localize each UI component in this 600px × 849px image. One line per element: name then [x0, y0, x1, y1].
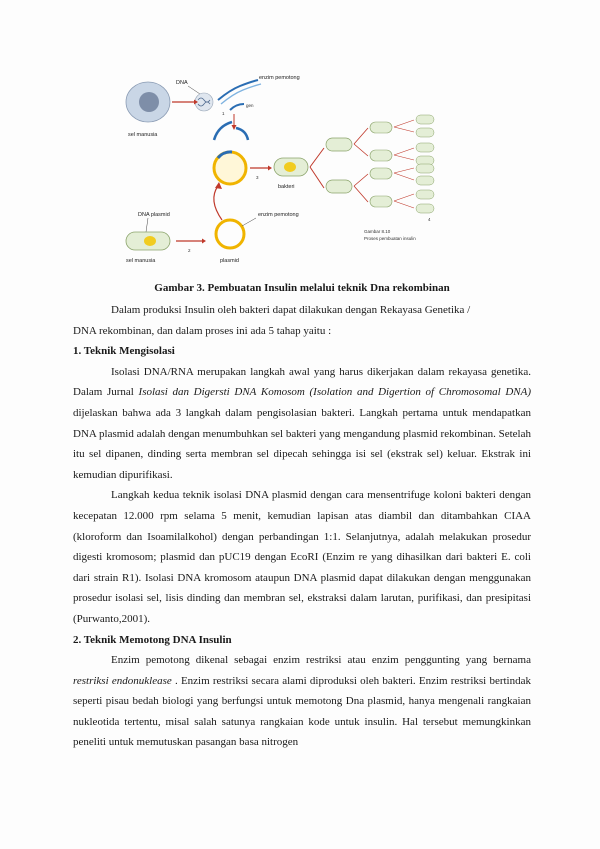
bacteria-colony-level-2 — [326, 138, 352, 193]
intro-line-1: Dalam produksi Insulin oleh bakteri dapat dilakukan dengan Rekayasa Genetika / — [111, 304, 471, 316]
label-dna: DNA — [176, 80, 188, 86]
section-2-p1-term: restriksi endonuklease — [73, 674, 172, 687]
section-1-p1-a: Isolasi DNA/RNA merupakan langkah awal yang harus dikerjakan dalam rekayasa genetika. Dalam Jurnal — [73, 365, 531, 399]
insulin-production-figure — [118, 70, 458, 270]
label-dna-plasmid: DNA plasmid — [138, 212, 170, 218]
label-sel-manusia-bottom: sel manusia — [126, 258, 156, 264]
section-1-p1-journal-title: Isolasi dan Digersti DNA Komosom (Isolation and Digertion of Chromosomal DNA) — [138, 386, 532, 399]
bacterial-plasmid — [216, 220, 244, 248]
section-1-p1-b: dijelaskan bahwa ada 3 langkah dalam pengisolasian bakteri. Langkah pertama untuk mendapatkan DNA plasmid adalah dengan menumbuhkan sel bakteri yang mengandung plasmid rekombinan. Setelah itu sel dipanen, dinding serta membran sel dipecah sehingga isi sel (ekstrak sel) keluar. Ekstrak ini kemudian dipurifikasi. — [73, 406, 531, 481]
label-step-3: 3 — [256, 175, 259, 180]
recombinant-plasmid — [214, 152, 246, 184]
label-gambar: Gambar 8.10 — [364, 229, 391, 234]
intro-line-2: DNA rekombinan, dan dalam proses ini ada 5 tahap yaitu : — [73, 324, 332, 337]
label-gen: gen — [246, 103, 254, 108]
label-step-1: 1 — [222, 111, 225, 116]
section-2-heading: 2. Teknik Memotong DNA Insulin — [73, 633, 232, 646]
section-2-p1-a: Enzim pemotong dikenal sebagai enzim restriksi atau enzim penggunting yang bernama — [111, 654, 531, 667]
label-step-4: 4 — [428, 217, 431, 222]
human-cell-top — [126, 82, 170, 122]
bacteria-colony-level-3 — [370, 122, 392, 207]
label-sel-manusia-top: sel manusia — [128, 132, 158, 138]
label-enzim-pemotong-mid: enzim pemotong — [258, 212, 299, 218]
label-step-2: 2 — [188, 248, 191, 253]
label-proses: Proses pembuatan insulin — [364, 236, 416, 241]
label-enzim-pemotong-top: enzim pemotong — [259, 75, 300, 81]
label-bakteri: bakteri — [278, 184, 295, 190]
human-cell-bottom — [126, 232, 170, 250]
bacteria-colony-level-4 — [416, 115, 434, 213]
section-1-heading: 1. Teknik Mengisolasi — [73, 345, 175, 358]
label-plasmid: plasmid — [220, 258, 239, 264]
section-1-paragraph-2: Langkah kedua teknik isolasi DNA plasmid dengan cara mensentrifuge koloni bakteri dengan kecepatan 12.000 rpm selama 5 menit, kemudian lapisan atas diambil dan ditambahkan CIAA (kloroform dan Isoamilalkohol) dengan perbandingan 1:1. Selanjutnya, adalah melakukan prosedur digesti kromosom; plasmid dan pUC19 dengan EcoRI (Enzim re yang dihasilkan dari bakteri E. coli dari strain R1). Isolasi DNA kromosom ataupun DNA plasmid dapat dilakukan dengan menggunakan prosedur isolasi sel, lisis dinding dan membran sel, ekstraksi dalam larutan, purifikasi, dan presipitasi (Purwanto,2001). — [73, 489, 531, 625]
section-2-p1-b: . Enzim restriksi secara alami diproduksi oleh bakteri. Enzim restriksi bertindak seperti pisau bedah biologi yang berfungsi untuk memotong Dna plasmid, hanya mengenali rangkaian nukleotida tertentu, misal salah satunya rangkaian kode untuk insulin. Hal tersebut memungkinkan peneliti untuk memutuskan pasangan basa nitrogen — [73, 674, 531, 749]
bacterium — [274, 158, 308, 176]
section-2-paragraph-1 — [73, 650, 531, 753]
body-text — [73, 300, 531, 753]
recombinant-dna-diagram — [118, 70, 458, 270]
section-1-paragraph-1 — [73, 362, 531, 486]
figure-caption: Gambar 3. Pembuatan Insulin melalui teknik Dna rekombinan — [154, 282, 450, 294]
